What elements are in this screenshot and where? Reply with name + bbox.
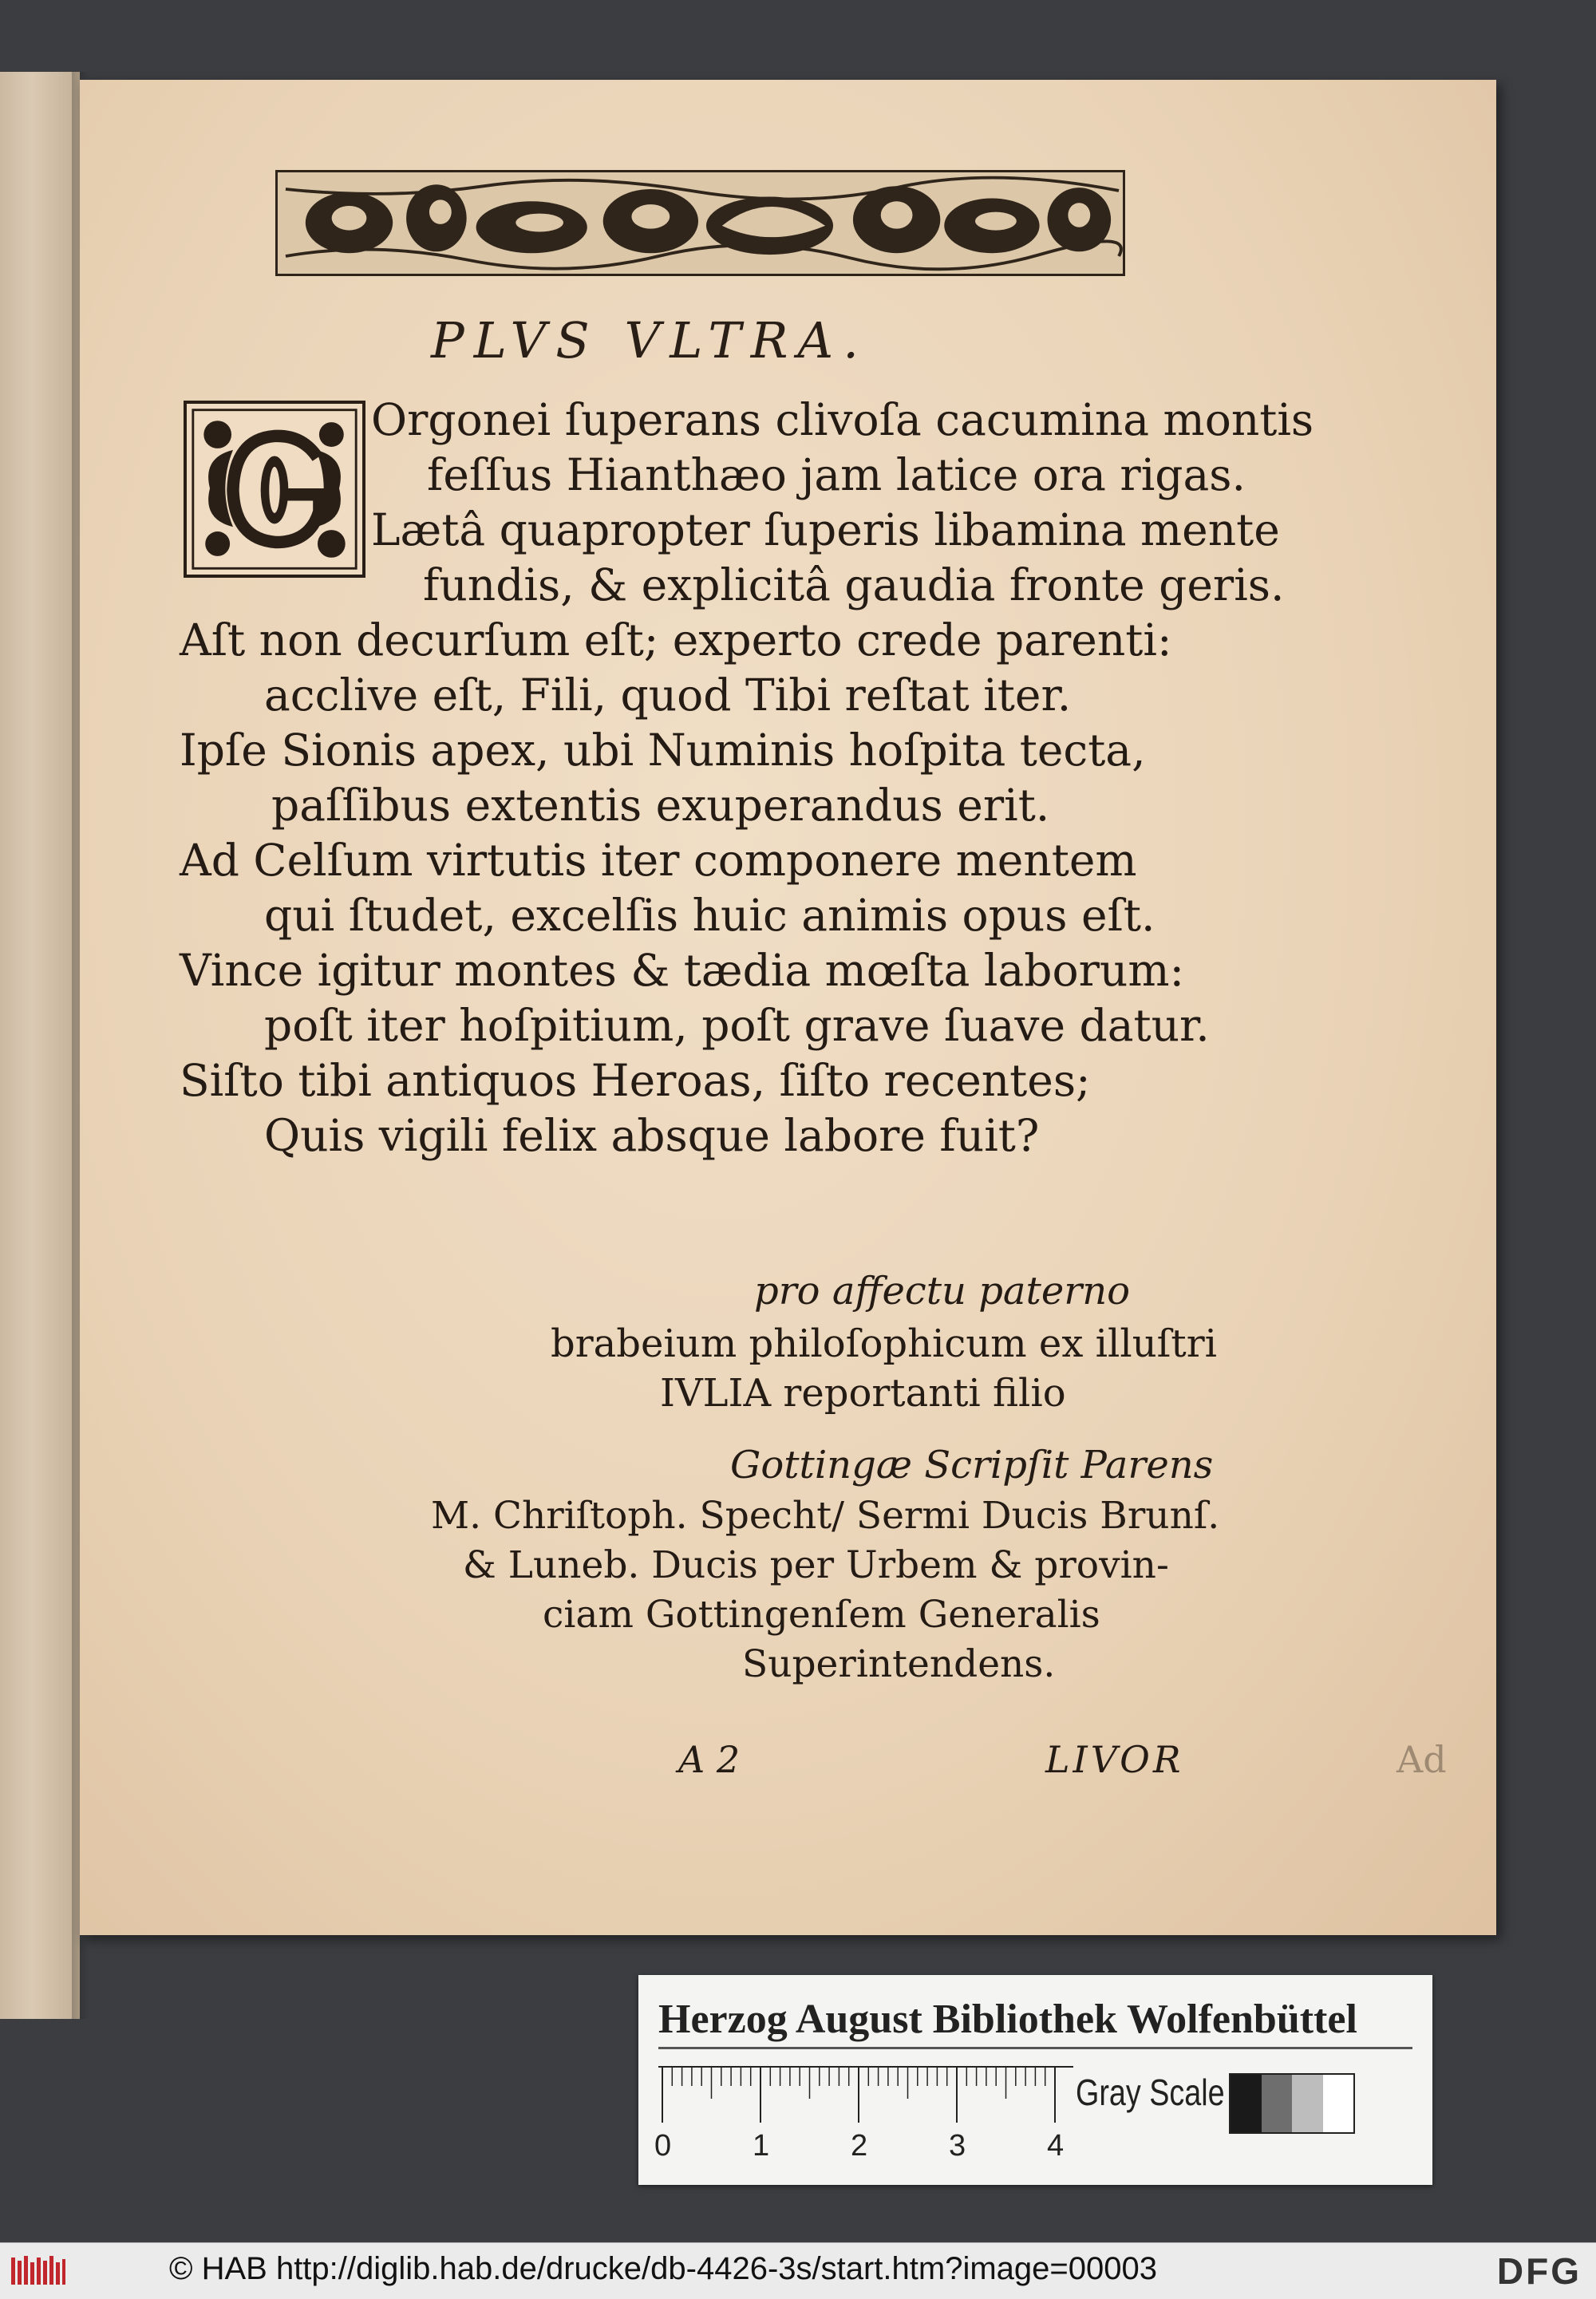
label-divider bbox=[658, 2047, 1412, 2049]
poem-line: paſſibus extentis exuperandus erit. bbox=[271, 780, 1050, 831]
ruler-number: 0 bbox=[654, 2129, 672, 2163]
poem-line: poſt iter hoſpitium, poſt grave ſuave datur. bbox=[264, 1000, 1210, 1051]
ornament-pattern-icon bbox=[278, 172, 1123, 274]
dedication-line: pro affectu paterno bbox=[754, 1269, 1130, 1313]
poem-line: Vince igitur montes & tædia mœſta laborum: bbox=[180, 945, 1185, 996]
poem-line: Ad Celſum virtutis iter componere mentem bbox=[180, 835, 1137, 886]
running-title: PLVS VLTRA. bbox=[431, 311, 868, 369]
gray-scale-label: Gray Scale bbox=[1076, 2072, 1225, 2113]
signature-mark: A 2 bbox=[678, 1738, 741, 1781]
ruler-number: 4 bbox=[1047, 2129, 1065, 2163]
poem-line: Orgonei ſuperans clivoſa cacumina montis bbox=[371, 394, 1314, 445]
poem-line: Lætâ quapropter ſuperis libamina mente bbox=[371, 504, 1280, 555]
poem-line: Aſt non decurſum eſt; experto crede parenti: bbox=[180, 614, 1172, 666]
dedication-line: M. Chriſtoph. Specht/ Sermi Ducis Brunſ. bbox=[431, 1494, 1220, 1538]
dedication-line: & Luneb. Ducis per Urbem & provin- bbox=[463, 1543, 1169, 1587]
scale-ruler-icon bbox=[658, 2063, 1073, 2127]
footer-bar bbox=[0, 2242, 1596, 2299]
book-page bbox=[80, 80, 1496, 1935]
ruler-number: 3 bbox=[949, 2129, 966, 2163]
swatch-black bbox=[1231, 2075, 1262, 2132]
poem-line: Ipſe Sionis apex, ubi Numinis hoſpita tecta, bbox=[180, 725, 1146, 776]
poem-line: acclive eſt, Fili, quod Tibi reſtat iter. bbox=[264, 670, 1072, 721]
dedication-line: brabeium philoſophicum ex illuſtri bbox=[551, 1321, 1217, 1366]
poem-line: Quis vigili felix absque labore fuit? bbox=[264, 1110, 1040, 1161]
ruler-number: 1 bbox=[753, 2129, 770, 2163]
copyright-url[interactable]: © HAB http://diglib.hab.de/drucke/db-4426-3s/start.htm?image=00003 bbox=[169, 2251, 1157, 2286]
dedication-line: Superintendens. bbox=[742, 1642, 1056, 1686]
dedication-line: Gottingæ Scripſit Parens bbox=[730, 1443, 1214, 1487]
dedication-line: IVLIA reportanti filio bbox=[660, 1371, 1066, 1416]
hab-logo-icon bbox=[10, 2254, 67, 2288]
label-title: Herzog August Bibliothek Wolfenbüttel bbox=[658, 1997, 1357, 2042]
dedication-line: ciam Gottingenſem Generalis bbox=[543, 1593, 1100, 1637]
dfg-logo: DFG bbox=[1496, 2250, 1582, 2292]
poem-line: feſſus Hianthæo jam latice ora rigas. bbox=[427, 449, 1246, 500]
show-through-text bbox=[1329, 176, 1448, 1692]
ruler-number: 2 bbox=[851, 2129, 868, 2163]
ruler-numbers bbox=[654, 2129, 1101, 2169]
poem-line: qui ſtudet, excelſis huic animis opus eſt. bbox=[264, 890, 1156, 941]
swatch-dark-gray bbox=[1262, 2075, 1293, 2132]
swatch-white bbox=[1323, 2075, 1354, 2132]
poem-line: Siſto tibi antiquos Heroas, ſiſto recentes; bbox=[180, 1055, 1091, 1106]
poem-body bbox=[180, 393, 1314, 1163]
previous-leaf-edge bbox=[0, 72, 80, 2019]
ornament-headpiece bbox=[275, 170, 1125, 276]
library-color-target bbox=[638, 1975, 1432, 2185]
gray-scale-swatches bbox=[1229, 2073, 1355, 2134]
show-through-word: Ad bbox=[1396, 1738, 1447, 1781]
catchword: LIVOR bbox=[1045, 1738, 1184, 1781]
swatch-light-gray bbox=[1292, 2075, 1323, 2132]
poem-line: fundis, & explicitâ gaudia fronte geris. bbox=[423, 559, 1285, 610]
